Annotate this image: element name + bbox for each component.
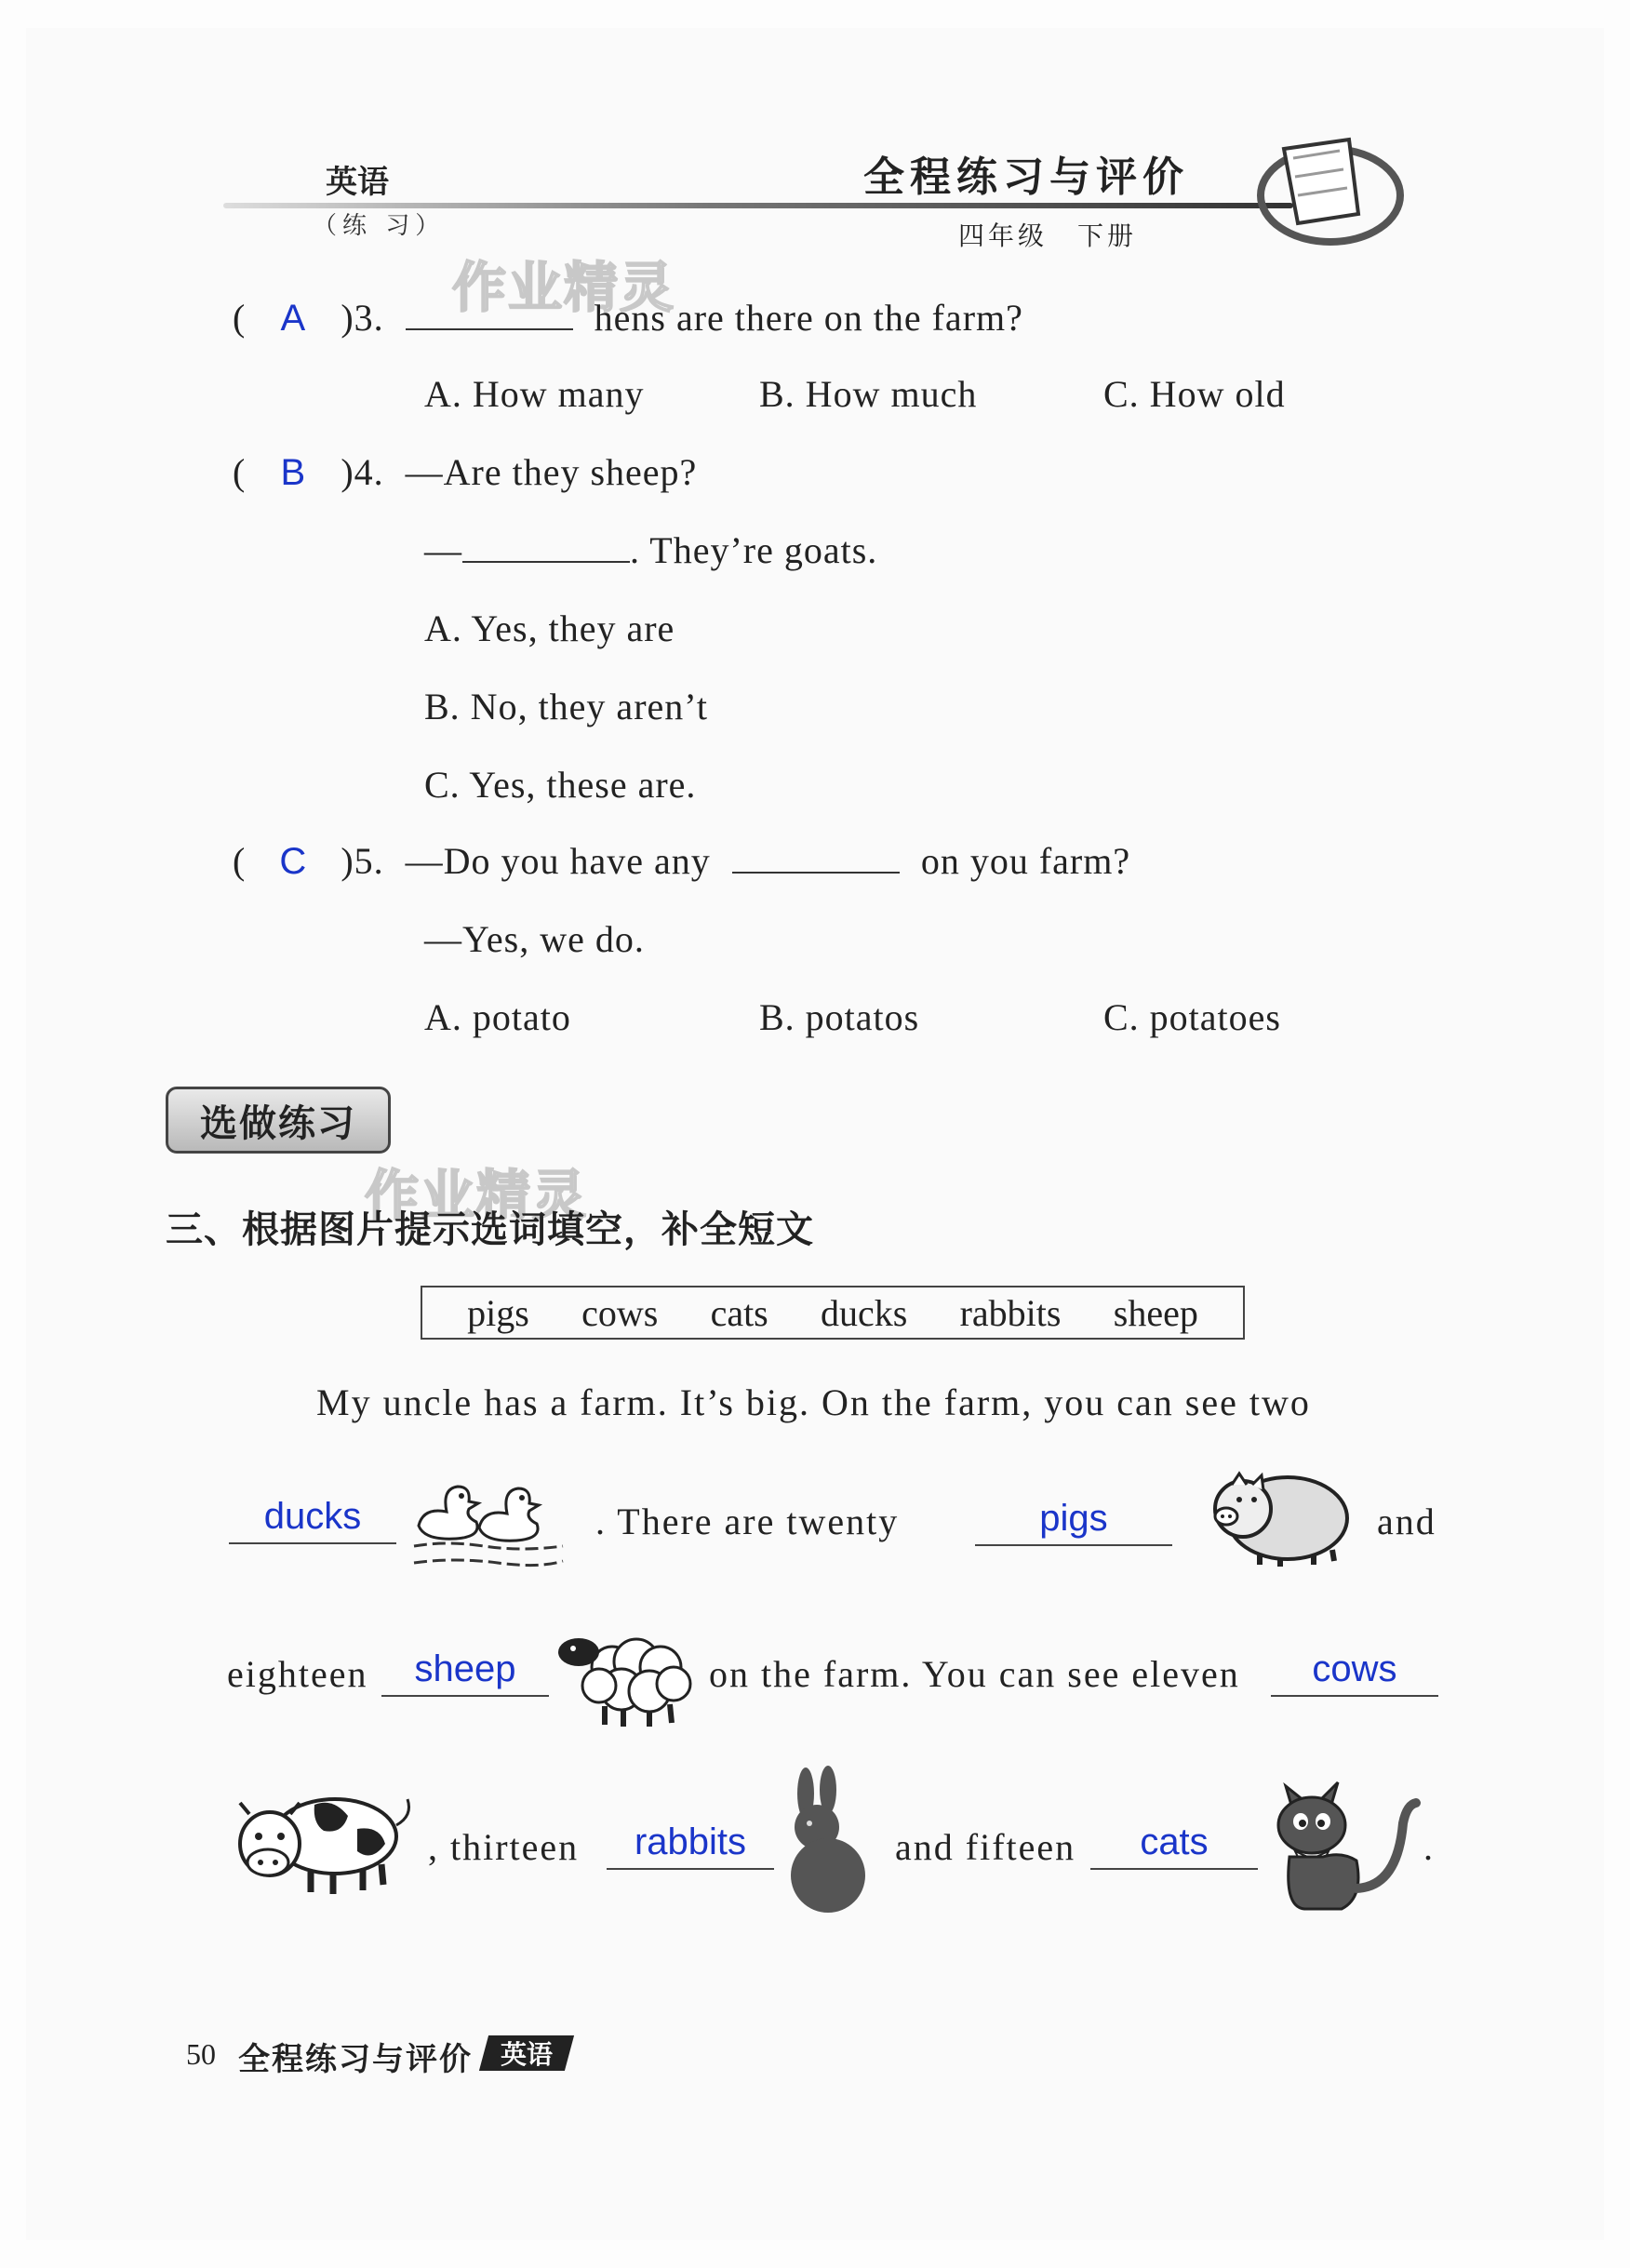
cow-icon [231,1779,417,1901]
page-number: 50 [186,2037,216,2071]
header-subtitle: （练 习） [313,212,446,240]
duck-icon [409,1461,568,1572]
question-stem: —Are they sheep? [405,451,698,493]
question-number: )4. [341,451,384,493]
question-stem: hens are there on the farm? [594,297,1023,339]
question-stem: on you farm? [920,840,1131,882]
fill-ducks: ducks [229,1496,396,1544]
option-b: B. potatos [759,996,920,1038]
word: ducks [821,1291,908,1334]
answer-3: A [280,298,307,339]
option-a: A. Yes, they are [424,607,675,649]
option-c: C. Yes, these are. [424,764,697,806]
watermark: 作业精灵 [365,1164,589,1227]
passage-text: on the farm. You can see eleven [709,1653,1240,1695]
paren-open: ( [233,451,247,493]
passage-text: . [1423,1826,1435,1868]
header-grade: 四年级 下册 [958,220,1138,251]
option-c: C. How old [1103,373,1286,415]
book-logo-icon [1247,130,1405,251]
fill-pigs: pigs [975,1498,1172,1546]
footer-tag-label: 英语 [500,2039,553,2070]
fill-sheep: sheep [381,1648,549,1697]
header-subject: 英语 [326,164,389,201]
header-title: 全程练习与评价 [863,153,1189,201]
option-a: A. potato [424,996,571,1038]
option-b: B. How much [759,373,978,415]
answer-4: B [280,452,307,493]
passage-text: , thirteen [428,1826,580,1868]
passage-text: and [1377,1501,1436,1542]
question-4 [233,450,697,494]
sheep-icon [547,1615,705,1728]
pig-icon [1195,1464,1353,1568]
question-5-line2: —Yes, we do. [424,918,645,960]
word: rabbits [959,1291,1062,1334]
passage-line-1: My uncle has a farm. It’s big. On the farm, you can see two [316,1381,1311,1423]
word-box [421,1286,1245,1340]
passage-text: . There are twenty [595,1501,900,1542]
passage-text: and fifteen [895,1826,1076,1868]
word: pigs [467,1291,529,1334]
passage-text: eighteen [227,1653,368,1695]
answer-5: C [279,841,308,882]
word: cats [710,1291,768,1334]
word: cows [581,1291,659,1334]
question-text: . They’re goats. [630,529,878,571]
fill-cows: cows [1271,1648,1438,1697]
question-4-line2 [424,528,877,572]
fill-rabbits: rabbits [607,1821,774,1870]
header-rule [223,203,1293,208]
question-5 [233,839,1130,883]
paren-open: ( [233,297,247,339]
option-c: C. potatoes [1103,996,1281,1038]
blank [462,529,630,563]
blank [732,840,900,874]
option-a: A. How many [424,373,645,415]
blank [406,297,573,330]
paren-open: ( [233,840,247,882]
question-number: )5. [341,840,384,882]
footer-tag [479,2035,574,2071]
footer-title: 全程练习与评价 [238,2041,473,2078]
rabbit-icon [774,1766,878,1914]
cat-icon [1267,1768,1423,1916]
option-b: B. No, they aren’t [424,686,708,727]
fill-cats: cats [1090,1821,1258,1870]
question-number: )3. [341,297,384,339]
section-badge: 选做练习 [166,1087,391,1154]
question-stem: —Do you have any [405,840,711,882]
dash: — [424,529,462,571]
word: sheep [1113,1291,1198,1334]
section-title: 三、根据图片提示选词填空，补全短文 [166,1208,814,1251]
watermark: 作业精灵 [452,256,676,319]
question-3 [233,296,1023,340]
